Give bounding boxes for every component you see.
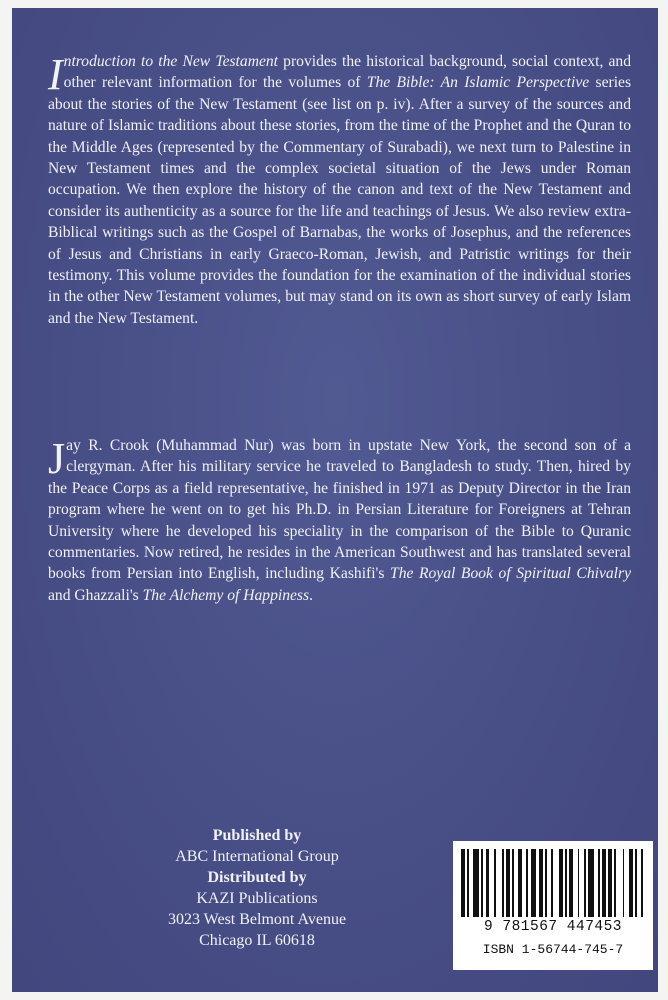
dropcap-letter: J (48, 434, 66, 483)
barcode-bar (623, 849, 625, 917)
barcode-bar (598, 849, 600, 917)
barcode-bar (635, 849, 637, 917)
barcode-box (453, 841, 653, 970)
address-line-2: Chicago IL 60618 (199, 932, 315, 949)
barcode-bar (486, 849, 490, 917)
barcode (461, 849, 645, 917)
series-title-italic: The Bible: An Islamic Perspective (366, 74, 590, 92)
author-bio (48, 435, 631, 606)
barcode-bar (578, 849, 580, 917)
barcode-bar (461, 849, 465, 917)
barcode-bar (569, 849, 573, 917)
publisher-name: ABC International Group (175, 848, 339, 865)
barcode-bar (502, 849, 504, 917)
barcode-bar (473, 849, 479, 917)
barcode-bar (545, 849, 547, 917)
dropcap-letter: I (48, 50, 63, 99)
published-by-label: Published by (212, 827, 302, 844)
description-text-2: series about the stories of the New Testament (see list on p. iv). After a survey of the sources and nature of Islamic traditions about these stories, from the time of the Prophet and the Quran to the Middle Ages (represented by the Commentary of Surabadi), we next turn to Palestine in New Testament times and the complex societal situation of the Jews under Roman occupation. We then explore the history of the canon and text of the New Testament and consider its authenticity as a source for the life and teachings of Jesus. We also review extra-Biblical writings such as the Gospel of Barnabas, the works of Josephus, and the references of Jesus and Christians in early Graeco-Roman, Jewish, and Patristic writings for their testimony. This volume provides the foundation for the examination of the individual stories in the other New Testament volumes, but may stand on its own as short survey of early Islam and the New Testament. (48, 74, 632, 327)
barcode-bar (641, 849, 643, 917)
barcode-bar (526, 849, 528, 917)
barcode-bar (614, 849, 616, 917)
barcode-bar (467, 849, 469, 917)
barcode-bar (518, 849, 522, 917)
barcode-bar (629, 849, 633, 917)
barcode-bar (506, 849, 510, 917)
barcode-bar (539, 849, 543, 917)
publisher-block (152, 825, 362, 951)
book-title-italic: ntroduction to the New Testament (63, 53, 279, 70)
book-title-italic: The Alchemy of Happiness (142, 586, 310, 604)
barcode-number: 9 781567 447453 (483, 919, 623, 935)
barcode-bar (481, 849, 483, 917)
bio-text-2: and Ghazzali's (48, 586, 143, 604)
book-description (48, 51, 631, 329)
bio-text-1: ay R. Crook (Muhammad Nur) was born in upstate New York, the second son of a clergyman. After his military service he traveled to Bangladesh to study. Then, hired by the Peace Corps as a field representative, he finished in 1971 as Deputy Director in the Iran program where he went on to get his Ph.D. in Persian Literature for Foreigners at Tehran University where he developed his speciality in the comparison of the Bible to Quranic commentaries. Now retired, he resides in the American Southwest and has translated several books from Persian into English, including Kashifi's (48, 437, 631, 583)
barcode-bar (608, 849, 612, 917)
description-text-1: provides the historical background, social context, and other relevant information for the volumes of (63, 53, 632, 92)
barcode-bar (494, 849, 496, 917)
barcode-bar (559, 849, 563, 917)
barcode-bar (531, 849, 537, 917)
book-title-italic: The Royal Book of Spiritual Chivalry (390, 565, 631, 583)
isbn-label: ISBN 1-56744-745-7 (482, 942, 624, 957)
distributed-by-label: Distributed by (207, 869, 307, 886)
barcode-bar (512, 849, 514, 917)
bio-text-3: . (309, 586, 313, 604)
barcode-bar (588, 849, 594, 917)
barcode-bar (584, 849, 586, 917)
barcode-bar (565, 849, 567, 917)
address-line-1: 3023 West Belmont Avenue (167, 911, 347, 928)
barcode-bar (602, 849, 606, 917)
barcode-bar (551, 849, 553, 917)
distributor-name: KAZI Publications (196, 890, 318, 907)
